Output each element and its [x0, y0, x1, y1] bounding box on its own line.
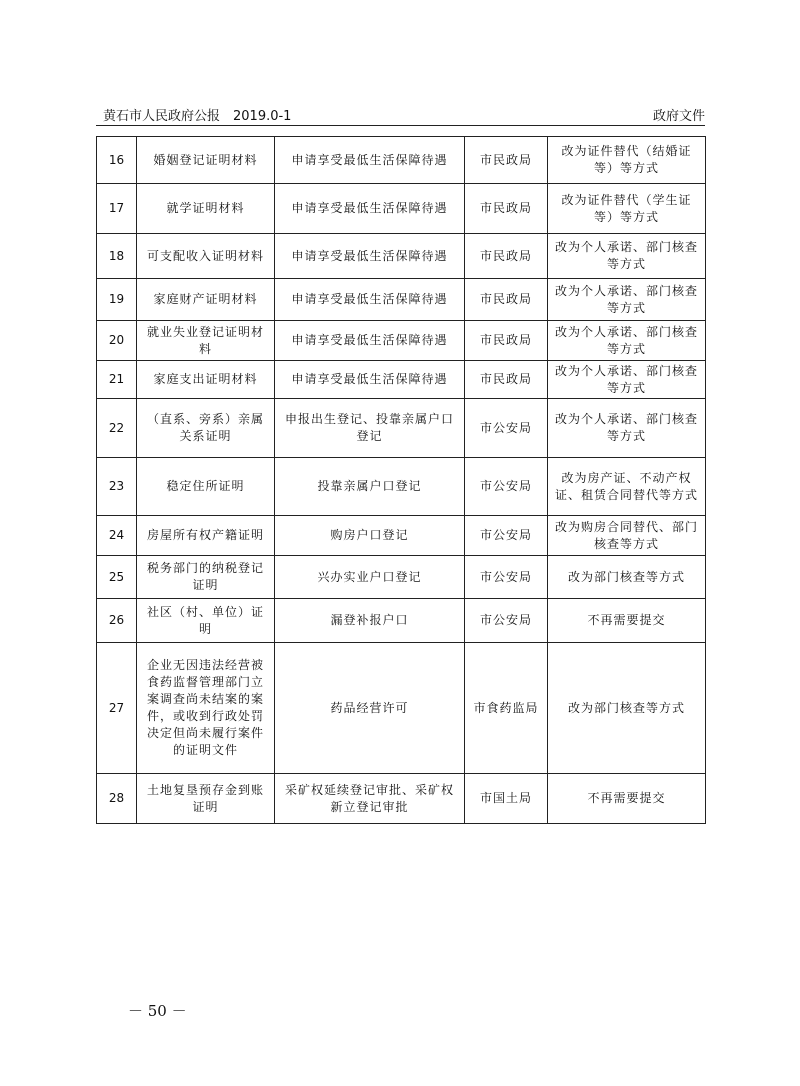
method-cell: 改为房产证、不动产权证、租赁合同替代等方式 [548, 458, 706, 516]
department-cell: 市公安局 [465, 556, 548, 599]
row-number: 28 [97, 774, 137, 824]
table-row [97, 184, 706, 234]
department-cell: 市国土局 [465, 774, 548, 824]
material-cell: 就学证明材料 [137, 184, 275, 234]
method-cell: 改为个人承诺、部门核查等方式 [548, 321, 706, 361]
row-number: 22 [97, 399, 137, 458]
method-cell: 改为个人承诺、部门核查等方式 [548, 399, 706, 458]
department-cell: 市公安局 [465, 458, 548, 516]
row-number: 16 [97, 137, 137, 184]
row-number: 27 [97, 643, 137, 774]
row-number: 21 [97, 361, 137, 399]
table-row [97, 399, 706, 458]
table-row [97, 516, 706, 556]
method-cell: 改为个人承诺、部门核查等方式 [548, 361, 706, 399]
material-cell: 房屋所有权产籍证明 [137, 516, 275, 556]
department-cell: 市公安局 [465, 399, 548, 458]
item-cell: 采矿权延续登记审批、采矿权新立登记审批 [275, 774, 465, 824]
department-cell: 市民政局 [465, 361, 548, 399]
material-cell: 就业失业登记证明材料 [137, 321, 275, 361]
table-row [97, 137, 706, 184]
row-number: 23 [97, 458, 137, 516]
row-number: 17 [97, 184, 137, 234]
item-cell: 漏登补报户口 [275, 599, 465, 643]
item-cell: 申请享受最低生活保障待遇 [275, 279, 465, 321]
department-cell: 市民政局 [465, 234, 548, 279]
header-section-title: 政府文件 [652, 109, 705, 124]
method-cell: 改为证件替代（结婚证等）等方式 [548, 137, 706, 184]
method-cell: 改为个人承诺、部门核查等方式 [548, 234, 706, 279]
department-cell: 市民政局 [465, 279, 548, 321]
method-cell: 改为部门核查等方式 [548, 556, 706, 599]
header-divider [96, 125, 705, 126]
item-cell: 投靠亲属户口登记 [275, 458, 465, 516]
table-row [97, 774, 706, 824]
department-cell: 市公安局 [465, 516, 548, 556]
material-cell: 税务部门的纳税登记证明 [137, 556, 275, 599]
material-cell: 婚姻登记证明材料 [137, 137, 275, 184]
row-number: 25 [97, 556, 137, 599]
method-cell: 不再需要提交 [548, 599, 706, 643]
table-row [97, 361, 706, 399]
method-cell: 不再需要提交 [548, 774, 706, 824]
material-cell: 企业无因违法经营被食药监督管理部门立案调查尚未结案的案件，或收到行政处罚决定但尚未履行案件的证明文件 [137, 643, 275, 774]
table-row [97, 234, 706, 279]
row-number: 18 [97, 234, 137, 279]
item-cell: 购房户口登记 [275, 516, 465, 556]
certificate-table [96, 136, 706, 824]
material-cell: （直系、旁系）亲属关系证明 [137, 399, 275, 458]
table-row [97, 599, 706, 643]
item-cell: 申报出生登记、投靠亲属户口登记 [275, 399, 465, 458]
department-cell: 市民政局 [465, 321, 548, 361]
department-cell: 市民政局 [465, 137, 548, 184]
material-cell: 可支配收入证明材料 [137, 234, 275, 279]
item-cell: 申请享受最低生活保障待遇 [275, 321, 465, 361]
item-cell: 申请享受最低生活保障待遇 [275, 234, 465, 279]
material-cell: 稳定住所证明 [137, 458, 275, 516]
page-number: － 50 － [128, 1002, 187, 1020]
material-cell: 家庭支出证明材料 [137, 361, 275, 399]
table-row [97, 458, 706, 516]
material-cell: 土地复垦预存金到账证明 [137, 774, 275, 824]
item-cell: 兴办实业户口登记 [275, 556, 465, 599]
material-cell: 家庭财产证明材料 [137, 279, 275, 321]
method-cell: 改为个人承诺、部门核查等方式 [548, 279, 706, 321]
table-row [97, 279, 706, 321]
row-number: 20 [97, 321, 137, 361]
item-cell: 药品经营许可 [275, 643, 465, 774]
item-cell: 申请享受最低生活保障待遇 [275, 361, 465, 399]
department-cell: 市食药监局 [465, 643, 548, 774]
row-number: 26 [97, 599, 137, 643]
item-cell: 申请享受最低生活保障待遇 [275, 184, 465, 234]
method-cell: 改为部门核查等方式 [548, 643, 706, 774]
table-row [97, 321, 706, 361]
department-cell: 市民政局 [465, 184, 548, 234]
method-cell: 改为证件替代（学生证等）等方式 [548, 184, 706, 234]
row-number: 24 [97, 516, 137, 556]
method-cell: 改为购房合同替代、部门核查等方式 [548, 516, 706, 556]
table-row [97, 556, 706, 599]
item-cell: 申请享受最低生活保障待遇 [275, 137, 465, 184]
row-number: 19 [97, 279, 137, 321]
table-row [97, 643, 706, 774]
department-cell: 市公安局 [465, 599, 548, 643]
material-cell: 社区（村、单位）证明 [137, 599, 275, 643]
header-publication-title: 黄石市人民政府公报 2019.0-1 [103, 109, 292, 124]
